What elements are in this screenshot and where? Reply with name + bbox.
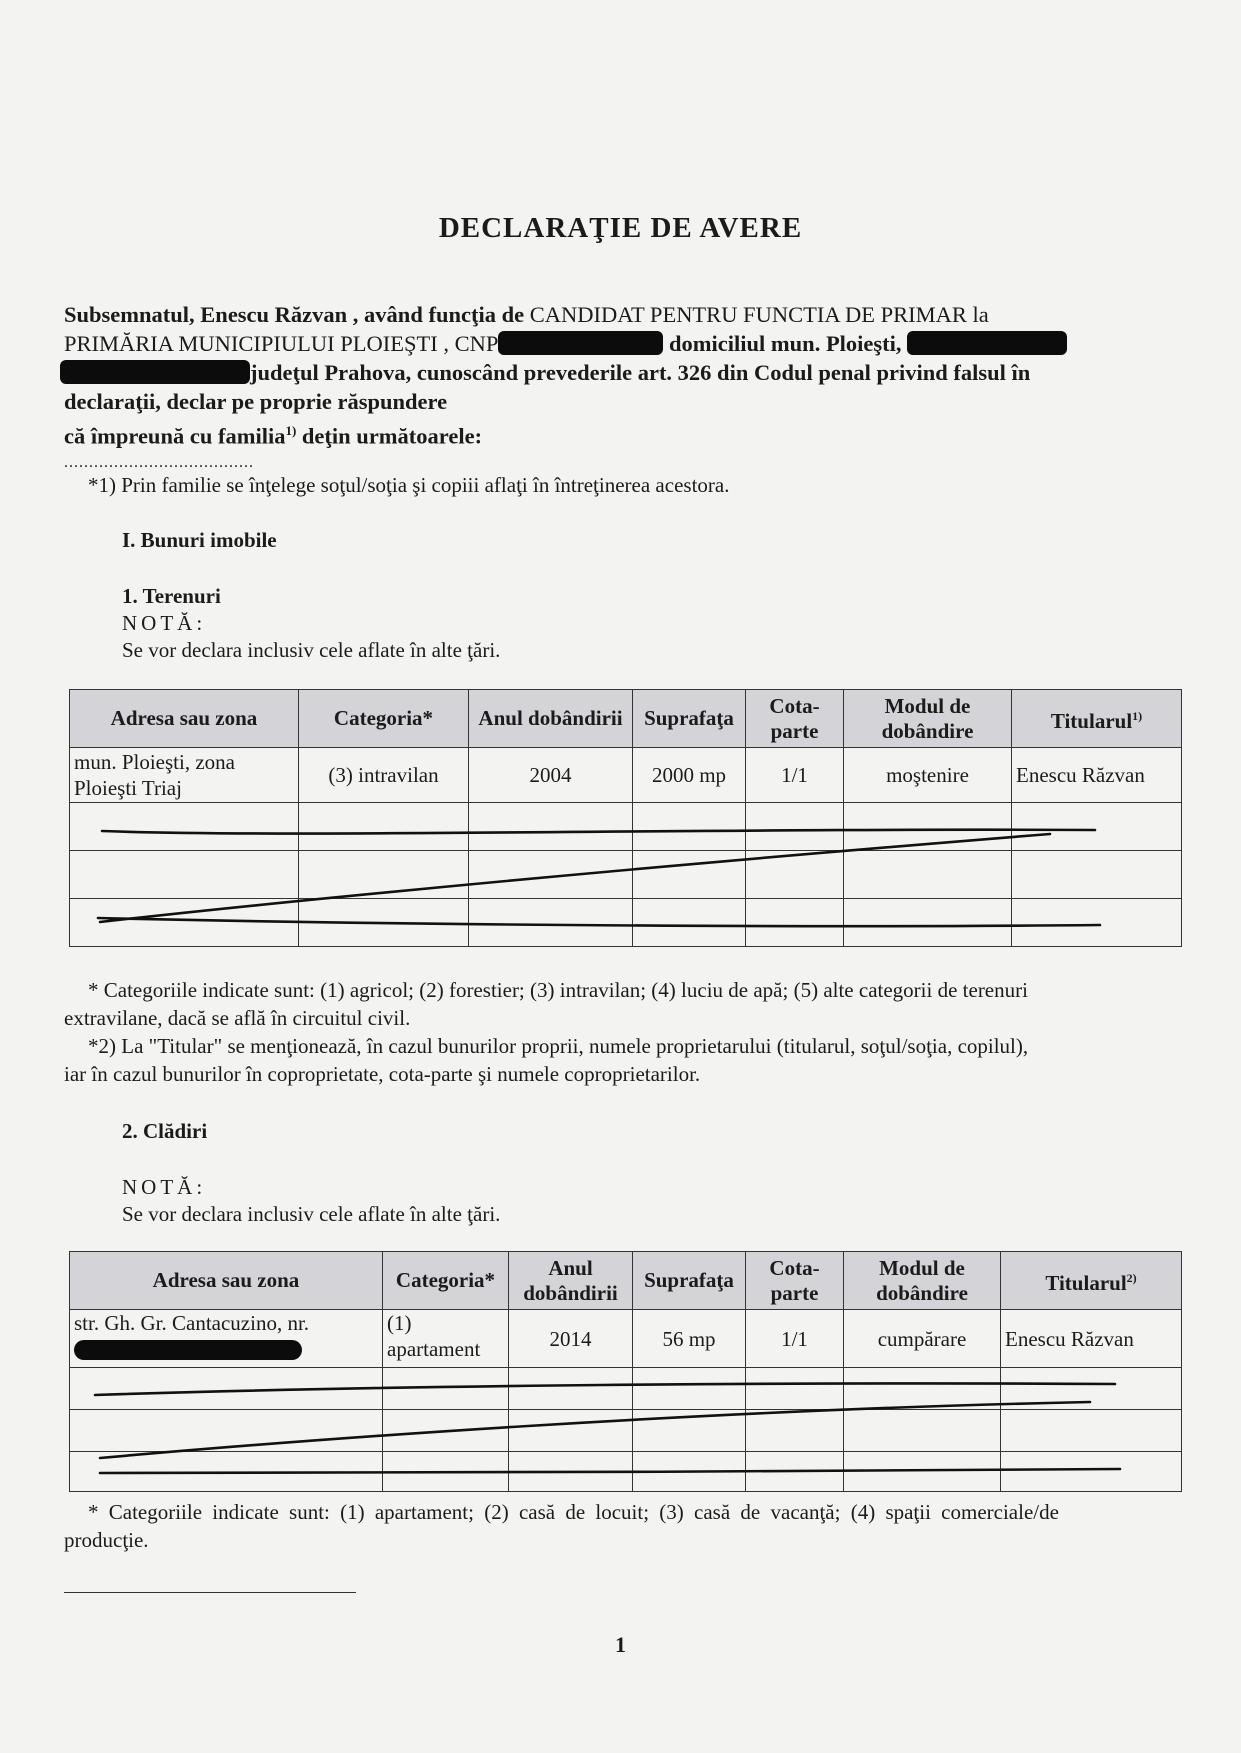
cell-area: 56 mp (633, 1310, 746, 1368)
cell-share: 1/1 (746, 1310, 844, 1368)
intro-text: Subsemnatul, Enescu Răzvan , având funcţia de (64, 302, 530, 327)
document-title: DECLARAŢIE DE AVERE (438, 212, 803, 244)
column-header: Modul de dobândire (844, 690, 1012, 748)
holder-note-cont: iar în cazul bunurilor în coproprietate, cota-parte şi numele coproprietarilor. (64, 1062, 701, 1086)
buildings-nota-text: Se vor declara inclusiv cele aflate în alte ţări. (122, 1202, 501, 1226)
redacted-cnp (498, 331, 663, 355)
redacted-address-cont (60, 360, 250, 384)
table-row (70, 748, 1182, 803)
cell-year: 2014 (509, 1310, 633, 1368)
land-table-header (70, 690, 1182, 748)
empty-row (70, 1368, 1182, 1410)
cell-holder: Enescu Răzvan (1012, 748, 1182, 803)
column-header: Suprafaţa (633, 690, 746, 748)
footnote-mark: 1) (1132, 708, 1143, 723)
domicile-text: domiciliul mun. Ploieşti, (663, 331, 902, 356)
declarant-intro (64, 300, 1184, 451)
empty-row (70, 803, 1182, 851)
footnote-mark: 1) (285, 423, 297, 438)
county-text: judeţul Prahova, cunoscând prevederile art. 326 din Codul penal privind falsul în (250, 360, 1031, 385)
land-table (69, 689, 1182, 947)
cell-mode: cumpărare (844, 1310, 1001, 1368)
column-header: Anul dobândirii (469, 690, 633, 748)
column-header-holder (1001, 1252, 1182, 1310)
land-nota-text: Se vor declara inclusiv cele aflate în alte ţări. (122, 638, 501, 662)
column-header: Adresa sau zona (70, 690, 299, 748)
land-categories-note-cont: extravilane, dacă se află în circuitul civil. (64, 1006, 411, 1030)
dotted-separator: ...................................... (64, 454, 254, 471)
empty-row (70, 1452, 1182, 1492)
holder-header-label: Titularul (1050, 708, 1133, 733)
column-header: Modul de dobândire (844, 1252, 1001, 1310)
cell-holder: Enescu Răzvan (1001, 1310, 1182, 1368)
buildings-nota-label: NOTĂ: (122, 1175, 207, 1199)
land-categories-note: * Categoriile indicate sunt: (1) agricol; (2) forestier; (3) intravilan; (4) luciu de apă; (5) alte categorii de terenuri (88, 978, 1028, 1002)
cell-share: 1/1 (746, 748, 844, 803)
buildings-table (69, 1251, 1182, 1492)
column-header-holder (1012, 690, 1182, 748)
cell-category: (3) intravilan (299, 748, 469, 803)
column-header: Anul dobândirii (509, 1252, 633, 1310)
institution-name: PRIMĂRIA MUNICIPIULUI PLOIEŞTI , CNP (64, 331, 499, 356)
family-text: că împreună cu familia (64, 423, 286, 449)
buildings-table-header (70, 1252, 1182, 1310)
land-heading: 1. Terenuri (122, 584, 221, 608)
own-following-text: deţin următoarele: (296, 423, 483, 449)
column-header: Categoria* (299, 690, 469, 748)
footnote-mark: 2) (1126, 1270, 1137, 1285)
holder-header-label: Titularul (1045, 1270, 1127, 1295)
empty-row (70, 851, 1182, 899)
holder-note: *2) La "Titular" se menţionează, în cazul bunurilor proprii, numele proprietarului (titularul, soţul/soţia, copilul), (88, 1034, 1029, 1058)
empty-row (70, 1410, 1182, 1452)
column-header: Cota-parte (746, 1252, 844, 1310)
land-nota-label: NOTĂ: (122, 611, 207, 635)
column-header: Suprafaţa (633, 1252, 746, 1310)
redacted-address (907, 331, 1067, 355)
cell-year: 2004 (469, 748, 633, 803)
empty-row (70, 899, 1182, 947)
page-number: 1 (615, 1632, 626, 1657)
candidate-role: CANDIDAT PENTRU FUNCTIA DE PRIMAR la (529, 302, 989, 327)
cell-address: mun. Ploieşti, zona Ploieşti Triaj (70, 748, 299, 803)
declaration-text: declaraţii, declar pe proprie răspundere (64, 389, 448, 414)
column-header: Adresa sau zona (70, 1252, 383, 1310)
buildings-categories-note-cont: producţie. (64, 1528, 149, 1552)
buildings-categories-note: * Categoriile indicate sunt: (1) apartament; (2) casă de locuit; (3) casă de vacanţă; (4) spaţii comerciale/de (88, 1500, 1059, 1524)
cell-category: (1) apartament (383, 1310, 509, 1368)
cell-area: 2000 mp (633, 748, 746, 803)
footnote-rule (64, 1592, 356, 1593)
cell-address (70, 1310, 383, 1368)
column-header: Cota-parte (746, 690, 844, 748)
redacted-street-number (74, 1340, 302, 1360)
address-text: str. Gh. Gr. Cantacuzino, nr. (74, 1311, 310, 1335)
cell-mode: moştenire (844, 748, 1012, 803)
family-footnote: *1) Prin familie se înţelege soţul/soţia şi copiii aflaţi în întreţinerea acestora. (88, 473, 730, 497)
column-header: Categoria* (383, 1252, 509, 1310)
buildings-heading: 2. Clădiri (122, 1119, 208, 1143)
section-heading-real-estate: I. Bunuri imobile (122, 528, 277, 552)
table-row (70, 1310, 1182, 1368)
